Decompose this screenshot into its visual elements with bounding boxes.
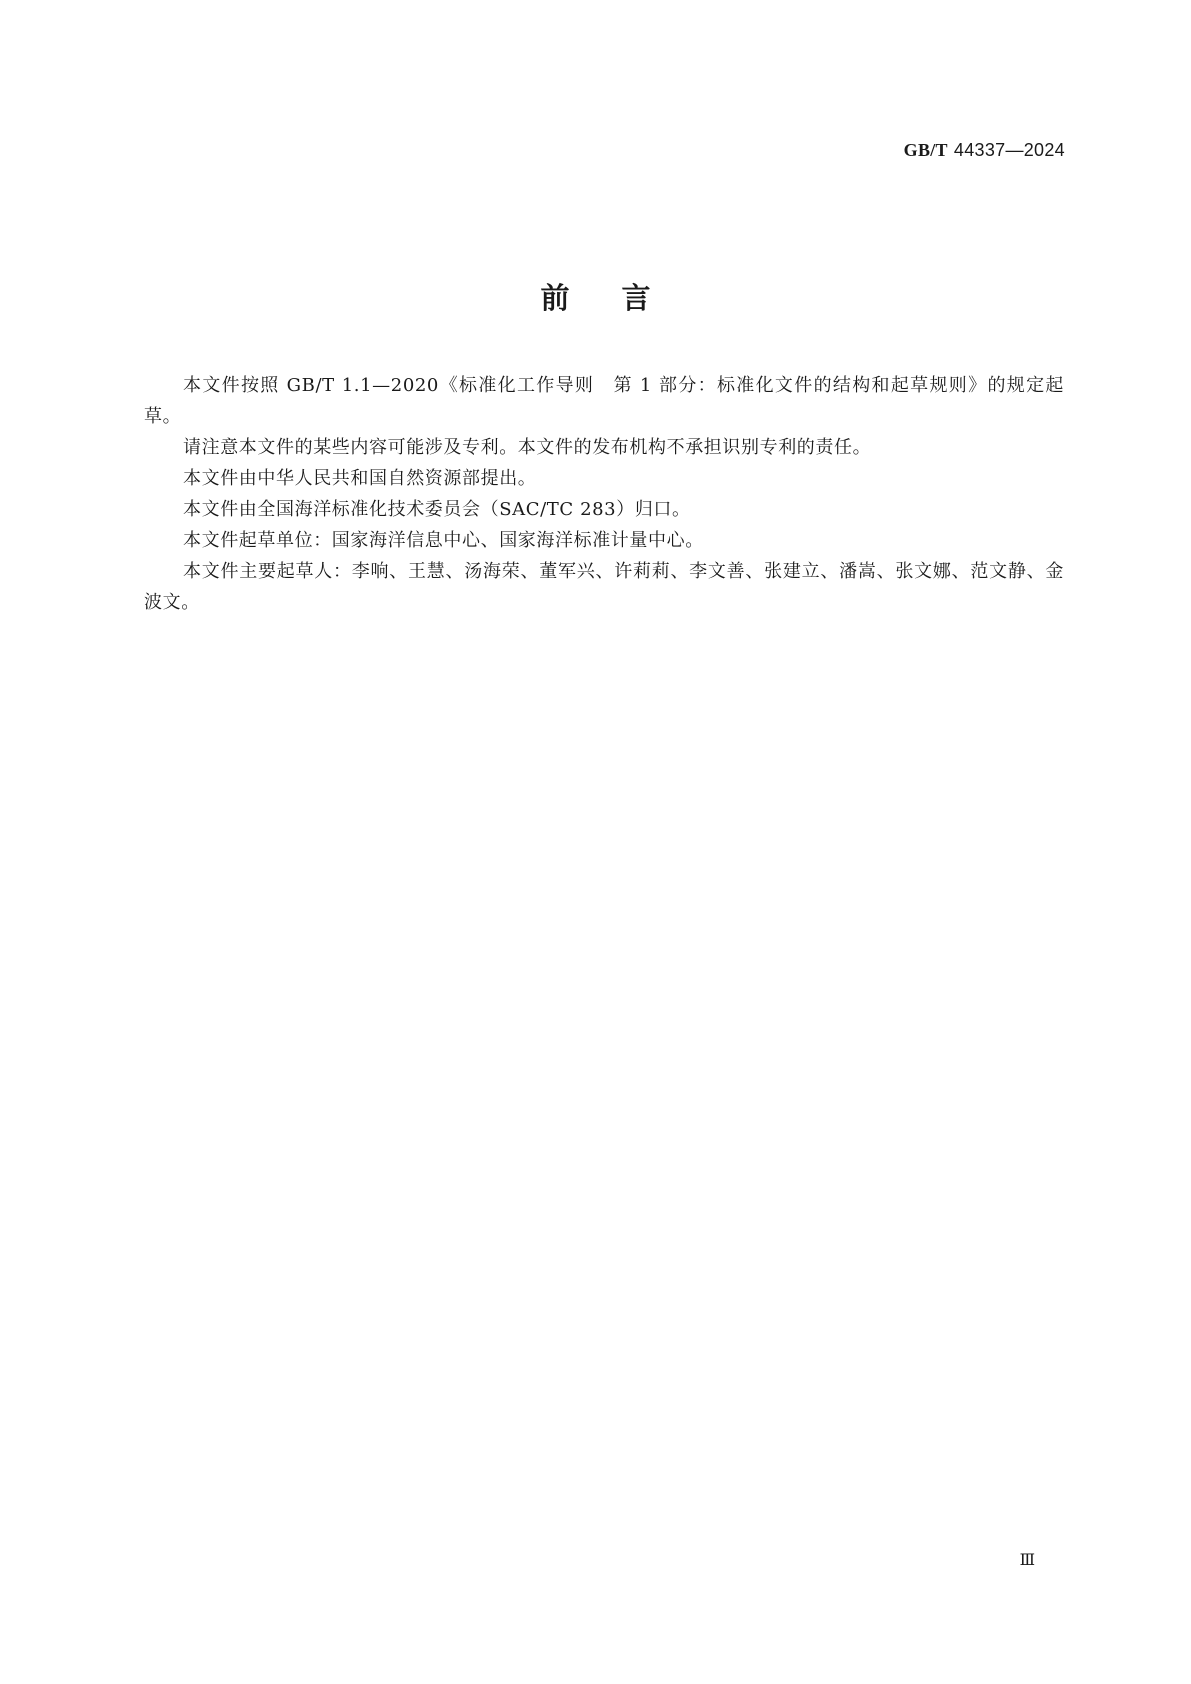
- section-title: 前言: [540, 281, 703, 315]
- paragraph-drafting-units: 本文件起草单位：国家海洋信息中心、国家海洋标准计量中心。: [183, 530, 704, 551]
- paragraph-drafters: 本文件主要起草人：李响、王慧、汤海荣、董军兴、许莉莉、李文善、张建立、潘嵩、张文娜、范文静、金波文。: [144, 561, 1064, 613]
- paragraph-patent-notice: 请注意本文件的某些内容可能涉及专利。本文件的发布机构不承担识别专利的责任。: [183, 437, 872, 458]
- page-number: Ⅲ: [1019, 1552, 1035, 1569]
- standard-code: GB/T: [903, 140, 948, 160]
- standard-number: 44337—2024: [953, 140, 1065, 160]
- paragraph-drafting-rules: 本文件按照 GB/T 1.1—2020《标准化工作导则 第 1 部分：标准化文件的结构和起草规则》的规定起草。: [144, 375, 1064, 427]
- paragraph-proposer: 本文件由中华人民共和国自然资源部提出。: [183, 468, 537, 489]
- paragraph-committee: 本文件由全国海洋标准化技术委员会（SAC/TC 283）归口。: [183, 499, 691, 520]
- foreword-body: [144, 370, 1064, 618]
- standard-number-header: [904, 140, 1065, 161]
